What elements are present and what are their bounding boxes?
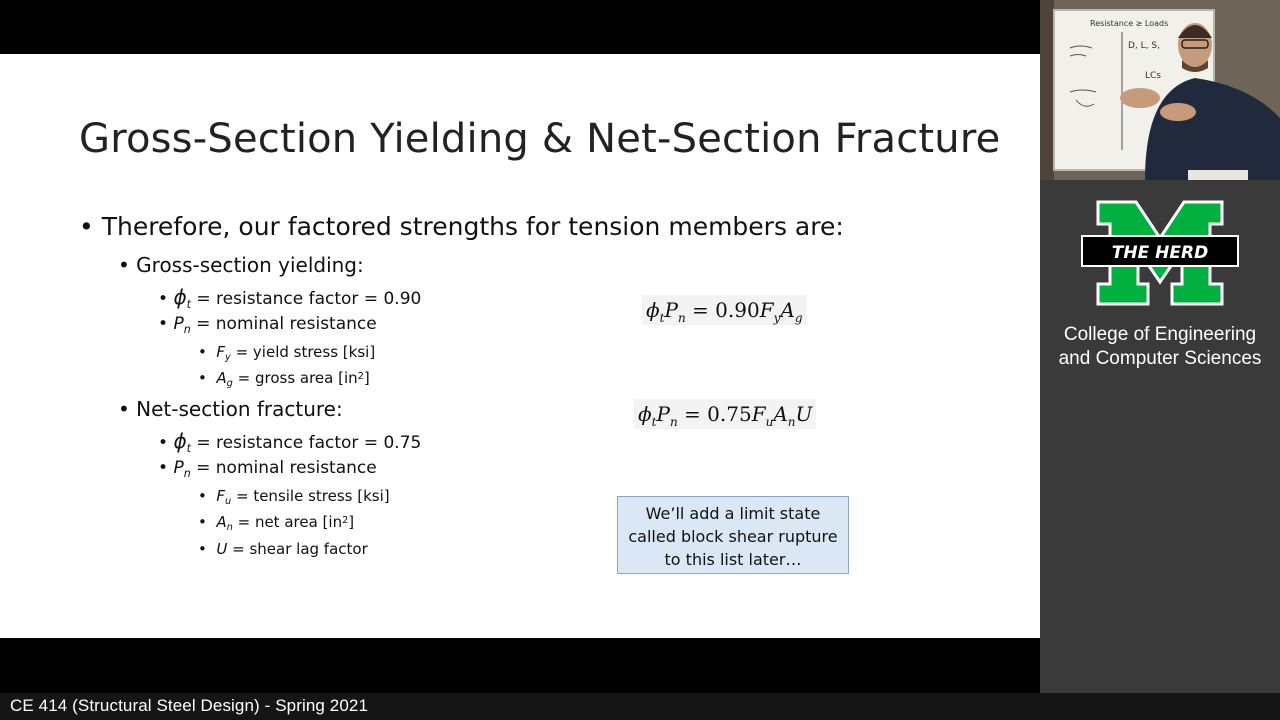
marshall-herd-logo [1080,200,1240,306]
bullet-net-fu: • $F_u$ = tensile stress [ksi] [198,487,390,508]
webcam-scene [1040,0,1280,180]
bullet-gross-phi: • $\phi_t$ = resistance factor = 0.90 [158,285,422,311]
bullet-gross-pn: • $P_n$ = nominal resistance [158,314,377,336]
bullet-net-an: • $A_n$ = net area $[in^2]$ [198,513,355,534]
whiteboard-heading: Resistance ≥ Loads [1090,19,1169,28]
logo-text: THE HERD [1111,243,1209,263]
note-callout-box: We’ll add a limit state called block shear rupture to this list later… [617,496,849,574]
presentation-slide [0,54,1040,638]
video-letterbox-top [0,0,1040,54]
bullet-net-u: • U = shear lag factor [198,540,368,558]
bullet-net-pn: • $P_n$ = nominal resistance [158,458,377,480]
course-caption: CE 414 (Structural Steel Design) - Spring 2021 [10,696,368,715]
equation-net-fracture: $\phi_tP_n = 0.75F_uA_nU$ [634,399,816,429]
bullet-gross-ag: • $A_g$ = gross area $[in^2]$ [198,369,370,390]
svg-text:D, L, S,: D, L, S, [1128,41,1160,51]
bullet-net-heading: • Net-section fracture: [118,397,343,421]
bullet-net-phi: • $\phi_t$ = resistance factor = 0.75 [158,429,422,455]
bullet-gross-fy: • $F_y$ = yield stress [ksi] [198,343,376,364]
svg-text:LCs: LCs [1145,71,1161,81]
college-name: College of Engineering and Computer Sciences [1058,324,1262,369]
slide-title: Gross-Section Yielding & Net-Section Fracture [79,116,1001,162]
bullet-gross-heading: • Gross-section yielding: [118,253,364,277]
webcam-feed [1040,0,1280,180]
bullet-main: • Therefore, our factored strengths for tension members are: [79,212,844,241]
equation-gross-yielding: $\phi_tP_n = 0.90F_yA_g$ [642,295,807,325]
video-letterbox-bottom [0,638,1040,693]
